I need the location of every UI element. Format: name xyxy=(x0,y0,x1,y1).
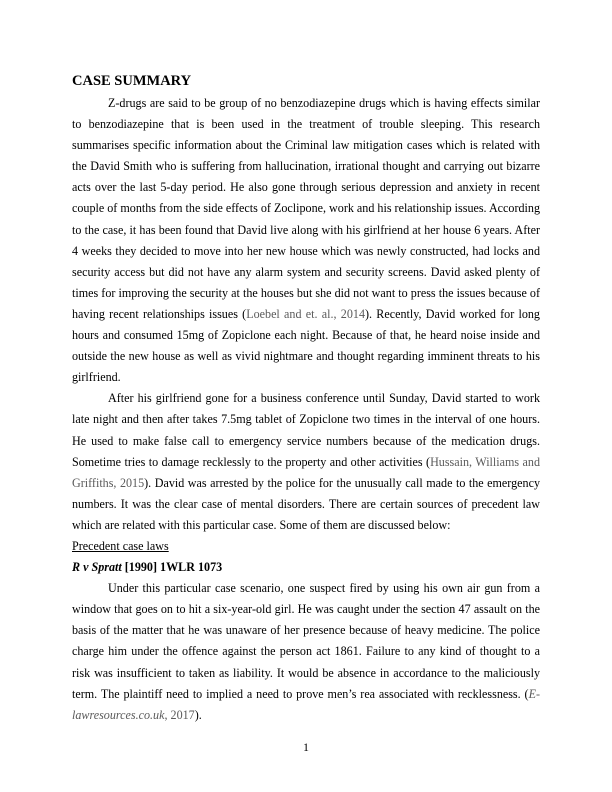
paragraph-1-text-b: ). Recently, David worked for long hours and consumed 15mg of Zopiclone each night. Because of that, he heard noise inside and outside the new house as well as vivid nightmare and thought regarding imminent threats to his girlfriend. xyxy=(72,306,540,385)
case-name: R v Spratt xyxy=(72,560,122,575)
paragraph-2 xyxy=(72,388,540,536)
case-heading xyxy=(72,557,540,578)
citation-loebel: Loebel and et. al., 2014 xyxy=(246,306,365,321)
paragraph-1 xyxy=(72,93,540,388)
paragraph-3 xyxy=(72,578,540,726)
page-number: 1 xyxy=(303,740,309,754)
citation-elaw-year: , 2017 xyxy=(164,707,195,722)
document-page xyxy=(72,71,540,726)
section-title: CASE SUMMARY xyxy=(72,73,192,89)
paragraph-1-text-a: Z-drugs are said to be group of no benzodiazepine drugs which is having effects similar to benzodiazepine that is been used in the treatment of trouble sleeping. This research summarises specific information about the Criminal law mitigation cases which is related with the David Smith who is suffering from hallucination, irrational thought and carrying out bizarre acts over the last 5-day period. He also gone through serious depression and anxiety in recent couple of months from the side effects of Zoclipone, work and his relationship issues. According to the case, it has been found that David live along with his girlfriend at her house 6 years. After 4 weeks they decided to move into her new house which was newly constructed, had locks and security access but did not have any alarm system and security screens. David asked plenty of times for improving the security at the houses but she did not want to press the issues because of having recent relationships issues ( xyxy=(72,96,540,321)
citation-hussain: Hussain, Williams and Griffiths, 2015 xyxy=(72,454,540,490)
citation-elaw-source: E-lawresources.co.uk xyxy=(72,686,540,722)
case-citation: [1990] 1WLR 1073 xyxy=(121,560,223,575)
paragraph-2-text-a: After his girlfriend gone for a business conference until Sunday, David started to work late night and then after takes 7.5mg tablet of Zopiclone two times in the interval of one hours. He used to make false call to emergency service numbers because of the medication drugs. Sometime tries to damage recklessly to the property and other activities ( xyxy=(72,391,540,469)
paragraph-3-text-b: ). xyxy=(194,707,202,722)
paragraph-3-text-a: Under this particular case scenario, one suspect fired by using his own air gun from a window that goes on to hit a six-year-old girl. He was caught under the section 47 assault on the basis of the matter that he was unaware of her presence because of heavy medicine. The police charge him under the offence against the person act 1861. Failure to any kind of thought to a risk was insufficient to taken as liability. It would be absence in accordance to the maliciously term. The plaintiff need to implied a need to prove men’s rea associated with recklessness. ( xyxy=(72,581,540,701)
paragraph-2-text-b: ). David was arrested by the police for the unusually call made to the emergency numbers. It was the clear case of mental disorders. There are certain sources of precedent law which are related with this particular case. Some of them are discussed below: xyxy=(72,475,540,532)
precedent-heading: Precedent case laws xyxy=(72,538,169,553)
